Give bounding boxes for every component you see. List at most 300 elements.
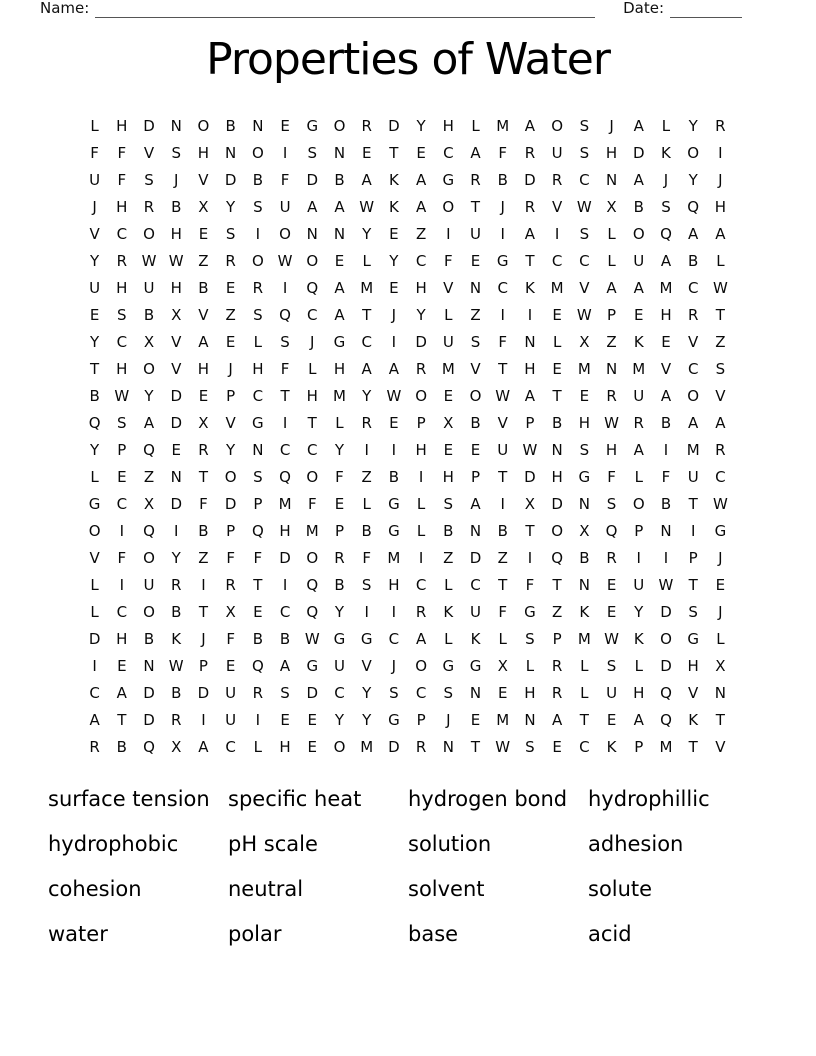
grid-letter: I: [201, 575, 206, 594]
grid-letter: D: [306, 683, 319, 702]
grid-letter: I: [500, 305, 505, 324]
grid-letter: B: [361, 521, 372, 540]
grid-letter: Y: [416, 305, 426, 324]
grid-letter: A: [415, 197, 427, 216]
grid-letter: T: [525, 521, 535, 540]
grid-letter: S: [253, 305, 263, 324]
grid-letter: G: [388, 710, 400, 729]
grid-letter: W: [658, 575, 674, 594]
grid-letter: J: [446, 710, 451, 729]
grid-letter: Z: [361, 467, 372, 486]
grid-letter: W: [604, 413, 619, 432]
grid-letter: R: [415, 359, 427, 378]
grid-letter: S: [688, 602, 698, 621]
grid-letter: L: [444, 305, 453, 324]
grid-letter: F: [498, 602, 508, 621]
grid-letter: T: [198, 467, 209, 486]
grid-letter: H: [197, 359, 210, 378]
grid-letter: N: [524, 332, 536, 351]
grid-letter: M: [659, 737, 673, 756]
grid-letter: L: [661, 116, 671, 135]
grid-letter: E: [280, 116, 290, 135]
grid-letter: B: [688, 251, 699, 270]
grid-letter: A: [307, 197, 318, 216]
grid-letter: M: [686, 440, 700, 459]
grid-letter: F: [307, 494, 317, 513]
grid-letter: P: [607, 305, 617, 324]
grid-letter: F: [253, 548, 263, 567]
grid-letter: U: [633, 251, 645, 270]
grid-letter: A: [633, 170, 644, 189]
grid-letter: K: [579, 602, 590, 621]
grid-letter: X: [579, 332, 590, 351]
grid-letter: S: [280, 332, 290, 351]
grid-letter: O: [415, 656, 427, 675]
grid-letter: W: [114, 386, 130, 405]
grid-letter: C: [579, 251, 590, 270]
grid-letter: T: [552, 575, 562, 594]
grid-letter: H: [306, 386, 318, 405]
grid-letter: B: [334, 575, 345, 594]
grid-letter: S: [117, 413, 127, 432]
grid-letter: U: [497, 440, 509, 459]
grid-letter: O: [279, 224, 291, 243]
grid-letter: A: [524, 386, 536, 405]
grid-letter: F: [280, 359, 290, 378]
grid-letter: R: [715, 116, 726, 135]
grid-letter: V: [470, 359, 481, 378]
grid-letter: S: [661, 197, 671, 216]
grid-letter: I: [527, 548, 533, 567]
grid-letter: D: [170, 413, 182, 432]
grid-letter: H: [116, 197, 128, 216]
grid-letter: A: [688, 413, 699, 432]
grid-letter: B: [497, 521, 508, 540]
grid-letter: E: [225, 332, 236, 351]
grid-letter: E: [715, 575, 726, 594]
word-bank-item: solvent: [408, 876, 485, 901]
grid-letter: K: [606, 737, 617, 756]
grid-letter: Y: [226, 197, 236, 216]
grid-letter: E: [443, 386, 454, 405]
grid-letter: Y: [226, 440, 236, 459]
grid-letter: U: [225, 683, 237, 702]
grid-letter: B: [470, 413, 481, 432]
word-bank-item: acid: [588, 921, 632, 946]
grid-letter: V: [225, 413, 236, 432]
grid-letter: S: [443, 683, 454, 702]
grid-letter: W: [495, 386, 511, 405]
grid-letter: Q: [88, 413, 101, 432]
grid-letter: V: [660, 359, 672, 378]
grid-letter: N: [225, 143, 237, 162]
grid-letter: G: [388, 521, 400, 540]
grid-letter: T: [715, 710, 725, 729]
grid-letter: V: [443, 278, 454, 297]
grid-letter: T: [498, 575, 508, 594]
grid-letter: N: [333, 143, 346, 162]
grid-letter: S: [361, 575, 372, 594]
grid-letter: B: [660, 413, 672, 432]
grid-letter: B: [198, 521, 209, 540]
grid-letter: E: [198, 224, 209, 243]
grid-letter: I: [500, 224, 505, 243]
grid-letter: T: [688, 575, 698, 594]
grid-letter: Q: [251, 656, 264, 675]
grid-letter: H: [415, 278, 427, 297]
grid-letter: G: [578, 467, 591, 486]
grid-letter: M: [360, 278, 374, 297]
grid-letter: M: [577, 359, 591, 378]
grid-letter: V: [198, 305, 209, 324]
grid-letter: I: [119, 521, 125, 540]
word-bank: [48, 777, 788, 956]
grid-letter: I: [690, 521, 696, 540]
grid-letter: T: [525, 251, 535, 270]
grid-letter: G: [442, 170, 455, 189]
grid-letter: H: [415, 440, 427, 459]
grid-letter: B: [143, 305, 155, 324]
grid-letter: F: [661, 467, 671, 486]
grid-letter: S: [606, 494, 617, 513]
grid-letter: J: [391, 305, 397, 324]
grid-letter: Q: [306, 602, 319, 621]
grid-letter: L: [607, 251, 616, 270]
grid-letter: S: [253, 467, 263, 486]
grid-letter: O: [143, 359, 155, 378]
grid-letter: R: [551, 656, 563, 675]
grid-letter: R: [633, 413, 644, 432]
grid-letter: E: [661, 332, 671, 351]
grid-letter: L: [90, 116, 99, 135]
grid-letter: E: [225, 656, 236, 675]
grid-letter: P: [226, 521, 236, 540]
grid-letter: L: [253, 332, 263, 351]
grid-letter: Z: [443, 548, 454, 567]
grid-letter: H: [687, 656, 699, 675]
grid-letter: K: [525, 278, 535, 297]
grid-letter: E: [606, 710, 617, 729]
grid-letter: H: [170, 224, 182, 243]
grid-letter: Z: [470, 305, 481, 324]
grid-letter: C: [116, 602, 128, 621]
grid-letter: O: [143, 548, 155, 567]
grid-letter: A: [89, 710, 100, 729]
grid-letter: L: [498, 629, 507, 648]
grid-letter: S: [144, 170, 154, 189]
grid-letter: Q: [251, 521, 264, 540]
grid-letter: B: [334, 170, 345, 189]
grid-letter: W: [576, 197, 592, 216]
grid-letter: F: [226, 548, 235, 567]
grid-letter: M: [278, 494, 292, 513]
grid-letter: P: [117, 440, 127, 459]
grid-letter: N: [252, 440, 264, 459]
word-bank-item: hydrogen bond: [408, 787, 568, 812]
grid-letter: Y: [634, 602, 644, 621]
grid-letter: J: [228, 359, 233, 378]
grid-letter: E: [334, 251, 345, 270]
grid-letter: T: [688, 737, 698, 756]
grid-letter: U: [333, 656, 345, 675]
grid-letter: G: [714, 521, 727, 540]
grid-letter: J: [201, 629, 206, 648]
grid-letter: O: [224, 467, 237, 486]
grid-letter: W: [141, 251, 157, 270]
grid-letter: Z: [497, 548, 508, 567]
grid-letter: K: [661, 143, 671, 162]
grid-letter: V: [552, 197, 563, 216]
grid-letter: C: [687, 359, 699, 378]
grid-letter: A: [334, 197, 345, 216]
grid-letter: N: [170, 116, 182, 135]
grid-letter: L: [253, 737, 263, 756]
grid-letter: W: [386, 386, 402, 405]
grid-letter: S: [715, 359, 726, 378]
word-bank-item: adhesion: [588, 832, 684, 857]
grid-letter: Q: [605, 521, 618, 540]
grid-letter: W: [576, 305, 592, 324]
grid-letter: O: [632, 224, 645, 243]
grid-letter: B: [116, 737, 127, 756]
grid-letter: L: [552, 332, 562, 351]
grid-letter: X: [225, 602, 236, 621]
grid-letter: L: [362, 494, 371, 513]
grid-letter: T: [715, 305, 725, 324]
grid-letter: Q: [660, 683, 672, 702]
grid-letter: A: [715, 413, 726, 432]
grid-letter: I: [663, 548, 669, 567]
grid-letter: O: [632, 494, 645, 513]
grid-letter: B: [660, 494, 672, 513]
grid-letter: F: [117, 548, 127, 567]
grid-letter: G: [88, 494, 101, 513]
grid-letter: C: [116, 494, 128, 513]
grid-letter: C: [334, 683, 345, 702]
grid-letter: T: [470, 197, 481, 216]
grid-letter: X: [171, 737, 182, 756]
grid-letter: L: [525, 656, 535, 675]
grid-letter: D: [660, 602, 672, 621]
grid-letter: X: [198, 413, 209, 432]
grid-letter: D: [279, 548, 291, 567]
grid-letter: O: [197, 116, 210, 135]
grid-letter: T: [552, 386, 562, 405]
grid-letter: H: [279, 521, 291, 540]
grid-letter: R: [225, 575, 236, 594]
grid-letter: I: [391, 440, 397, 459]
grid-letter: Y: [389, 251, 399, 270]
grid-letter: I: [446, 224, 451, 243]
grid-letter: S: [307, 143, 318, 162]
grid-letter: J: [92, 197, 97, 216]
grid-letter: X: [143, 494, 155, 513]
grid-letter: U: [442, 332, 454, 351]
grid-letter: I: [364, 602, 369, 621]
word-bank-item: specific heat: [228, 787, 362, 812]
grid-letter: C: [279, 602, 291, 621]
grid-letter: M: [360, 737, 374, 756]
grid-letter: S: [579, 143, 590, 162]
grid-letter: Y: [334, 440, 345, 459]
grid-letter: M: [577, 629, 591, 648]
word-bank-item: solute: [588, 876, 653, 901]
grid-letter: L: [716, 251, 725, 270]
grid-letter: N: [551, 440, 563, 459]
grid-letter: H: [170, 278, 182, 297]
grid-letter: N: [660, 521, 672, 540]
grid-letter: P: [416, 413, 426, 432]
grid-letter: P: [552, 629, 562, 648]
grid-letter: A: [143, 413, 155, 432]
grid-letter: H: [605, 143, 618, 162]
grid-letter: E: [361, 143, 372, 162]
grid-letter: C: [443, 143, 454, 162]
grid-letter: L: [634, 467, 643, 486]
grid-letter: M: [333, 386, 346, 405]
grid-letter: O: [687, 386, 700, 405]
grid-letter: R: [171, 710, 182, 729]
grid-letter: H: [442, 116, 454, 135]
grid-letter: R: [361, 413, 372, 432]
word-bank-item: surface tension: [48, 787, 210, 812]
grid-letter: S: [579, 440, 590, 459]
grid-letter: X: [198, 197, 209, 216]
grid-letter: S: [117, 305, 127, 324]
grid-letter: I: [282, 278, 288, 297]
grid-letter: A: [334, 305, 345, 324]
grid-letter: E: [334, 494, 345, 513]
grid-letter: E: [307, 710, 317, 729]
grid-letter: V: [171, 359, 182, 378]
grid-letter: W: [168, 251, 184, 270]
grid-letter: Y: [362, 224, 372, 243]
grid-letter: Z: [198, 548, 209, 567]
grid-letter: E: [497, 683, 508, 702]
grid-letter: Q: [279, 305, 291, 324]
grid-letter: D: [197, 683, 210, 702]
grid-letter: E: [470, 440, 481, 459]
grid-letter: L: [634, 656, 643, 675]
grid-letter: Z: [552, 602, 563, 621]
grid-letter: V: [688, 683, 699, 702]
grid-letter: R: [551, 683, 563, 702]
grid-letter: C: [715, 467, 726, 486]
grid-letter: E: [552, 305, 562, 324]
grid-letter: L: [416, 494, 426, 513]
grid-letter: G: [306, 656, 319, 675]
grid-letter: A: [415, 170, 427, 189]
grid-letter: Q: [143, 521, 155, 540]
grid-letter: Q: [143, 737, 155, 756]
grid-letter: P: [634, 521, 644, 540]
grid-letter: K: [633, 332, 644, 351]
grid-letter: A: [361, 359, 372, 378]
grid-letter: Z: [606, 332, 617, 351]
grid-letter: O: [306, 251, 319, 270]
grid-letter: T: [362, 305, 372, 324]
grid-letter: A: [279, 656, 291, 675]
grid-letter: R: [198, 440, 209, 459]
grid-letter: X: [524, 494, 536, 513]
grid-letter: G: [687, 629, 699, 648]
grid-letter: E: [117, 656, 127, 675]
grid-letter: L: [362, 251, 371, 270]
grid-letter: N: [469, 278, 482, 297]
grid-letter: R: [415, 737, 427, 756]
grid-letter: H: [524, 683, 536, 702]
grid-letter: O: [251, 251, 264, 270]
grid-letter: C: [252, 386, 264, 405]
grid-letter: R: [116, 251, 128, 270]
grid-letter: E: [606, 602, 617, 621]
grid-letter: S: [470, 332, 481, 351]
grid-letter: O: [551, 116, 564, 135]
grid-letter: A: [633, 710, 644, 729]
grid-letter: D: [224, 494, 237, 513]
grid-letter: D: [170, 386, 182, 405]
grid-letter: D: [469, 548, 482, 567]
grid-letter: Q: [660, 224, 672, 243]
grid-letter: N: [605, 170, 618, 189]
grid-letter: S: [171, 143, 181, 162]
grid-letter: S: [525, 737, 535, 756]
grid-letter: H: [197, 143, 210, 162]
grid-letter: W: [168, 656, 184, 675]
grid-letter: J: [718, 548, 723, 567]
grid-letter: A: [361, 170, 372, 189]
grid-letter: T: [498, 467, 508, 486]
grid-letter: I: [418, 548, 424, 567]
grid-letter: P: [226, 386, 236, 405]
grid-letter: B: [171, 683, 182, 702]
grid-letter: F: [199, 494, 208, 513]
grid-letter: P: [634, 737, 644, 756]
grid-letter: C: [116, 332, 128, 351]
grid-letter: E: [389, 224, 399, 243]
grid-letter: V: [688, 332, 699, 351]
grid-letter: G: [333, 629, 346, 648]
grid-letter: E: [470, 710, 481, 729]
word-bank-item: polar: [228, 921, 282, 946]
grid-letter: H: [714, 197, 727, 216]
word-bank-item: pH scale: [228, 832, 318, 857]
grid-letter: T: [90, 359, 100, 378]
grid-letter: N: [170, 467, 182, 486]
grid-letter: D: [632, 143, 645, 162]
grid-letter: A: [660, 251, 672, 270]
grid-letter: A: [415, 629, 427, 648]
grid-letter: W: [712, 494, 728, 513]
grid-letter: J: [718, 170, 723, 189]
grid-letter: O: [687, 143, 700, 162]
grid-letter: L: [90, 575, 99, 594]
grid-letter: E: [307, 737, 317, 756]
grid-letter: G: [306, 116, 319, 135]
grid-letter: Q: [279, 467, 291, 486]
grid-letter: D: [415, 332, 427, 351]
grid-letter: M: [550, 278, 564, 297]
grid-letter: Z: [415, 224, 427, 243]
grid-letter: P: [198, 656, 208, 675]
grid-letter: E: [552, 359, 562, 378]
grid-letter: F: [280, 170, 290, 189]
grid-letter: B: [225, 116, 236, 135]
grid-letter: W: [304, 629, 320, 648]
header-row: [40, 1, 742, 18]
grid-letter: I: [282, 413, 288, 432]
grid-letter: S: [579, 116, 590, 135]
